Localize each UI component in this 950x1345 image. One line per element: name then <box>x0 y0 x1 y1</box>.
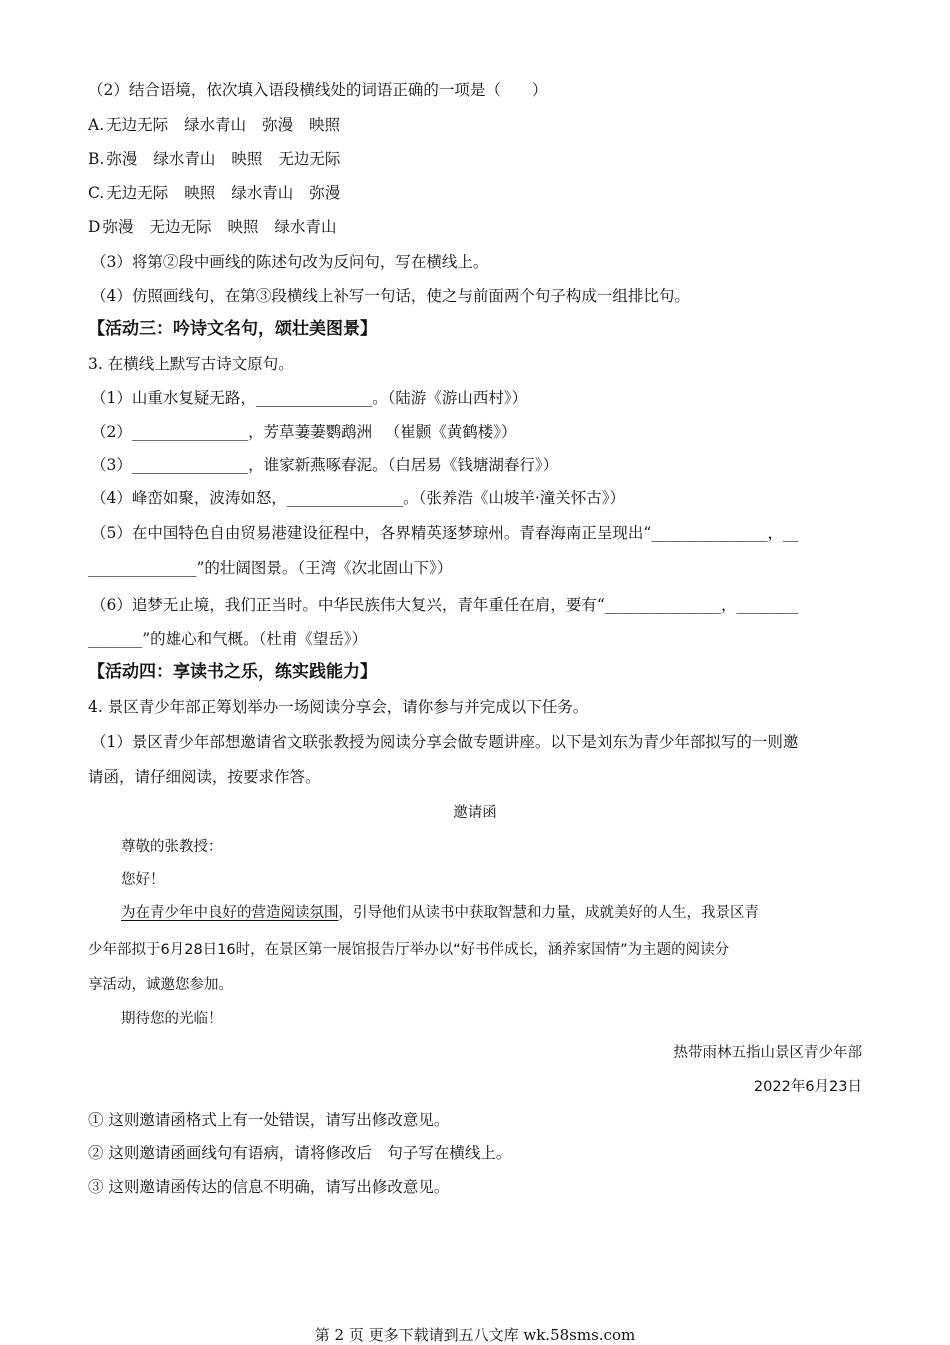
task-2: ② 这则邀请函画线句有语病，请将修改后 句子写在横线上。 <box>88 1144 512 1162</box>
option-word: 映照 <box>227 218 259 236</box>
letter-date: 2022年6月23日 <box>753 1079 862 1095</box>
page-footer: 第 2 页 更多下载请到五八文库 wk.58sms.com <box>314 1326 636 1344</box>
poem-item-6: （6）追梦无止境，我们正当时。中华民族伟大复兴，青年重任在肩，要有“_______________，________ <box>91 596 799 614</box>
option-word: 映照 <box>309 116 341 134</box>
option-label: C. <box>88 184 105 202</box>
question-4-1-line2: 请函，请仔细阅读，按要求作答。 <box>88 768 321 786</box>
option-label: D <box>88 218 101 236</box>
task-3: ③ 这则邀请函传达的信息不明确，请写出修改意见。 <box>88 1178 450 1196</box>
letter-signature: 热带雨林五指山景区青少年部 <box>673 1045 862 1061</box>
question-2-2-prompt: （2）结合语境，依次填入语段横线处的词语正确的一项是（ ） <box>88 81 548 99</box>
option-word: 映照 <box>231 150 263 168</box>
poem-item-4: （4）峰峦如聚，波涛如怒，_______________。（张养浩《山坡羊·潼关怀古》） <box>91 489 626 507</box>
question-4-1-line1: （1）景区青少年部想邀请省文联张教授为阅读分享会做专题讲座。以下是刘东为青少年部拟写的一则邀 <box>91 733 799 751</box>
letter-salutation: 尊敬的张教授： <box>121 839 223 855</box>
letter-title: 邀请函 <box>453 805 497 821</box>
letter-body-line2: 少年部拟于6月28日16时，在景区第一展馆报告厅举办以“好书伴成长，涵养家国情”为主题的阅读分 <box>88 942 730 958</box>
option-c <box>88 182 340 204</box>
task-1: ① 这则邀请函格式上有一处错误，请写出修改意见。 <box>88 1111 450 1129</box>
option-label: A. <box>88 116 105 134</box>
option-word: 无边无际 <box>106 116 169 134</box>
option-word: 无边无际 <box>106 184 169 202</box>
option-word: 绿水青山 <box>184 116 247 134</box>
letter-body-text: ，引导他们从读书中获取智慧和力量，成就美好的人生，我景区青 <box>338 905 759 921</box>
activity-3-heading: 【活动三：吟诗文名句，颂壮美图景】 <box>88 319 377 339</box>
poem-item-5-cont: ______________”的壮阔图景。（王湾《次北固山下》） <box>88 559 453 577</box>
option-word: 弥漫 <box>106 150 138 168</box>
option-word: 弥漫 <box>102 218 134 236</box>
poem-item-5: （5）在中国特色自由贸易港建设征程中，各界精英逐梦琼州。青春海南正呈现出“_______________，__ <box>91 524 799 542</box>
option-label: B. <box>88 150 105 168</box>
poem-item-2: （2）_______________，芳草萋萋鹦鹉洲 （崔颢《黄鹤楼》） <box>91 423 517 441</box>
option-word: 弥漫 <box>262 116 294 134</box>
option-word: 绿水青山 <box>153 150 216 168</box>
option-word: 绿水青山 <box>231 184 294 202</box>
letter-body-line1 <box>121 902 759 924</box>
option-word: 无边无际 <box>278 150 341 168</box>
option-word: 弥漫 <box>309 184 341 202</box>
letter-greeting: 您好！ <box>121 872 165 888</box>
poem-item-6-cont: _______”的雄心和气概。（杜甫《望岳》） <box>88 630 368 648</box>
option-a <box>88 114 340 136</box>
letter-body-line3: 享活动，诚邀您参加。 <box>88 977 233 993</box>
question-4: 4. 景区青少年部正筹划举办一场阅读分享会，请你参与并完成以下任务。 <box>88 698 589 716</box>
activity-4-heading: 【活动四：享读书之乐，练实践能力】 <box>88 662 377 682</box>
option-word: 映照 <box>184 184 216 202</box>
option-word: 无边无际 <box>149 218 212 236</box>
option-b <box>88 148 340 170</box>
question-2-4: （4）仿照画线句，在第③段横线上补写一句话，使之与前面两个句子构成一组排比句。 <box>91 287 690 305</box>
letter-closing: 期待您的光临！ <box>121 1011 223 1027</box>
question-3: 3. 在横线上默写古诗文原句。 <box>88 355 294 373</box>
option-word: 绿水青山 <box>274 218 337 236</box>
underlined-sentence: 为在青少年中良好的营造阅读氛围 <box>121 905 339 921</box>
option-d <box>88 216 337 238</box>
question-2-3: （3）将第②段中画线的陈述句改为反问句，写在横线上。 <box>91 253 489 271</box>
poem-item-3: （3）_______________，谁家新燕啄春泥。（白居易《钱塘湖春行》） <box>91 456 559 474</box>
poem-item-1: （1）山重水复疑无路，_______________。（陆游《游山西村》） <box>91 389 528 407</box>
